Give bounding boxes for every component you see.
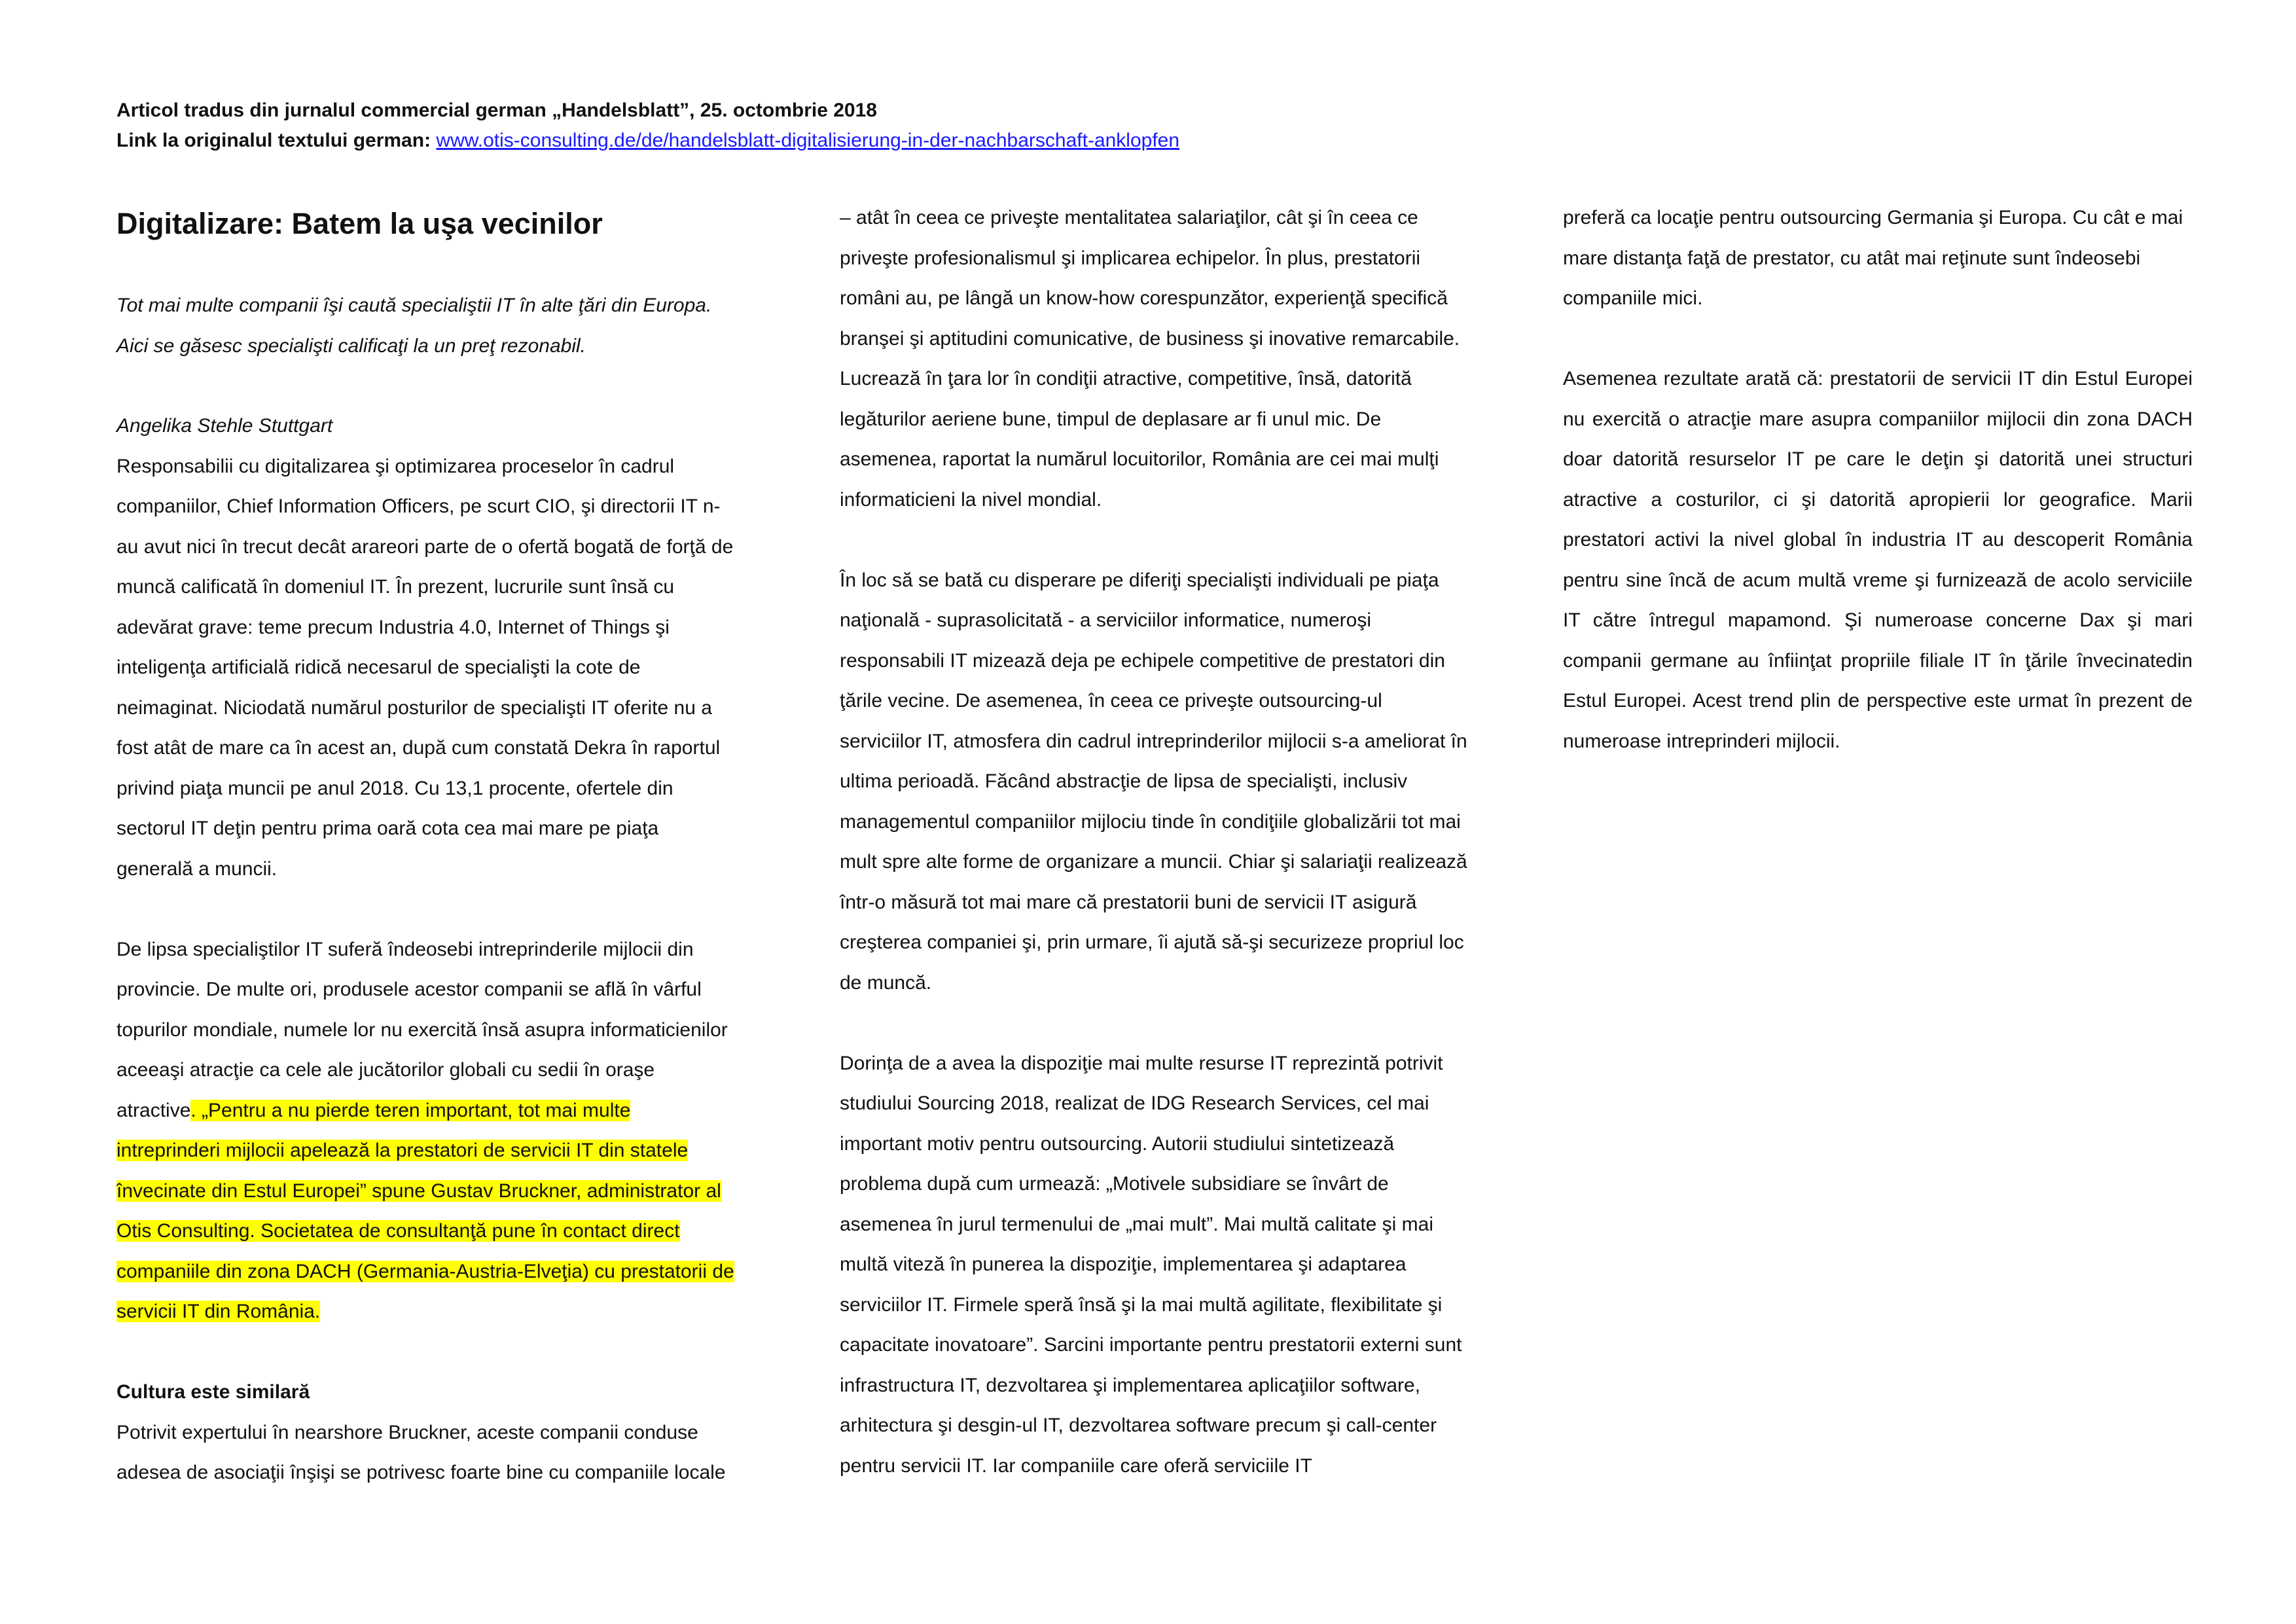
paragraph-6: Asemenea rezultate arată că: prestatorii de servicii IT din Estul Europei nu exercită o atracţie mare asupra companiilor mijlocii din zona DACH doar datorită resurselor IT pe care le deţin şi datorită unei structuri atractive a costurilor, ci şi datorită apropierii lor geografice. Marii prestatori activi la nivel global în industria IT au descoperit România pentru sine încă de acum multă vreme şi furnizează de acolo serviciile IT către întregul mapamond. Şi numeroase concerne Dax şi mari companii germane au înfiinţat propriile filiale IT în ţările învecinatedin Estul Europei. Acest trend plin de perspective este urmat în prezent de numeroase intreprinderi mijlocii. — [1563, 368, 2193, 752]
section-heading: Cultura este similară — [117, 1381, 310, 1403]
text-column-2 — [840, 198, 1468, 1486]
text-column-1 — [117, 196, 740, 1493]
highlighted-quote: . „Pentru a nu pierde teren important, tot mai multe intreprinderi mijlocii apelează la prestatori de servicii IT din statele învecinate din Estul Europei” spune Gustav Bruckner, administrator al Otis Consulting. Societatea de consultanţă pune în contact direct companiile din zona DACH (Germania-Austria-Elveţia) cu prestatorii de servicii IT din România. — [117, 1099, 734, 1322]
text-column-3 — [1563, 198, 2193, 761]
paragraph-1: Responsabilii cu digitalizarea şi optimizarea proceselor în cadrul companiilor, Chief Information Officers, pe scurt CIO, şi directorii IT n-au avut nici în trecut decât arareori parte de o ofertă bogată de forţă de muncă calificată în domeniul IT. În prezent, lucrurile sunt însă cu adevărat grave: teme precum Industria 4.0, Internet of Things şi inteligenţa artificială ridică necesarul de specialişti la cote de neimaginat. Niciodată numărul posturilor de specialişti IT oferite nu a fost atât de mare ca în acest an, după cum constată Dekra în raportul privind piaţa muncii pe anul 2018. Cu 13,1 procente, ofertele din sectorul IT deţin pentru prima oară cota cea mai mare pe piaţa generală a muncii. — [117, 455, 734, 880]
paragraph-4: În loc să se bată cu disperare pe diferiţi specialişti individuali pe piaţa naţională - suprasolicitată - a serviciilor informatice, numeroşi responsabili IT mizează deja pe echipele competitive de prestatori din ţările vecine. De asemenea, în ceea ce priveşte outsourcing-ul serviciilor IT, atmosfera din cadrul intreprinderilor mijlocii s-a ameliorat în ultima perioadă. Făcând abstracţie de lipsa de specialişti, inclusiv managementul companiilor mijlociu tinde în condiţiile globalizării tot mai mult spre alte forme de organizare a muncii. Chiar şi salariaţii realizează într-o măsură tot mai mare că prestatorii buni de servicii IT asigură creşterea companiei şi, prin urmare, îi ajută să-şi securizeze propriul loc de muncă. — [840, 569, 1467, 994]
header-source-line: Articol tradus din jurnalul commercial german „Handelsblatt”, 25. octombrie 2018 — [117, 99, 877, 121]
header-link-line — [117, 126, 1556, 156]
paragraph-3-part-2: – atât în ceea ce priveşte mentalitatea salariaţilor, cât şi în ceea ce priveşte profesionalismul şi implicarea echipelor. În plus, prestatorii români au, pe lângă un know-how corespunzător, experienţă specifică branşei şi aptitudini comunicative, de business şi inovative remarcabile. Lucrează în ţara lor în condiţii atractive, competitive, însă, datorită legăturilor aeriene bune, timpul de deplasare ar fi unul mic. De asemenea, raportat la numărul locuitorilor, România are cei mai mulţi informaticieni la nivel mondial. — [840, 207, 1460, 511]
article-lead: Tot mai multe companii îşi caută specialiştii IT în alte ţări din Europa. Aici se găsesc specialişti calificaţi la un preţ rezonabil. — [117, 295, 712, 357]
paragraph-2-text: De lipsa specialiştilor IT suferă îndeosebi intreprinderile mijlocii din provincie. De multe ori, produsele acestor companii se află în vârful topurilor mondiale, numele lor nu exercită însă asupra informaticienilor aceeaşi atracţie ca cele ale jucătorilor globali cu sedii în oraşe atractive — [117, 938, 728, 1121]
article-title: Digitalizare: Batem la uşa vecinilor — [117, 207, 603, 240]
paragraph-3-part-1: Potrivit expertului în nearshore Bruckner, aceste companii conduse adesea de asociaţii înşişi se potrivesc foarte bine cu companiile locale — [117, 1421, 726, 1483]
article-author: Angelika Stehle Stuttgart — [117, 415, 333, 437]
document-header — [117, 96, 1556, 156]
paragraph-5-part-2: preferă ca locaţie pentru outsourcing Germania şi Europa. Cu cât e mai mare distanţa faţă de prestator, cu atât mai reţinute sunt îndeosebi companiile mici. — [1563, 207, 2183, 309]
original-article-link[interactable]: www.otis-consulting.de/de/handelsblatt-digitalisierung-in-der-nachbarschaft-anklopfen — [436, 130, 1180, 151]
paragraph-2 — [117, 929, 740, 1332]
header-link-label: Link la originalul textului german: — [117, 130, 431, 151]
paragraph-5-part-1: Dorinţa de a avea la dispoziţie mai multe resurse IT reprezintă potrivit studiului Sourcing 2018, realizat de IDG Research Services, cel mai important motiv pentru outsourcing. Autorii studiului sintetizează problema după cum urmează: „Motivele subsidiare se învârt de asemenea în jurul termenului de „mai mult”. Mai multă calitate şi mai multă viteză în punerea la dispoziţie, implementarea şi adaptarea serviciilor IT. Firmele speră însă şi la mai multă agilitate, flexibilitate şi capacitate inovatoare”. Sarcini importante pentru prestatorii externi sunt infrastructura IT, dezvoltarea şi implementarea aplicaţiilor software, arhitectura şi desgin-ul IT, dezvoltarea software precum şi call-center pentru servicii IT. Iar companiile care oferă serviciile IT — [840, 1052, 1462, 1477]
